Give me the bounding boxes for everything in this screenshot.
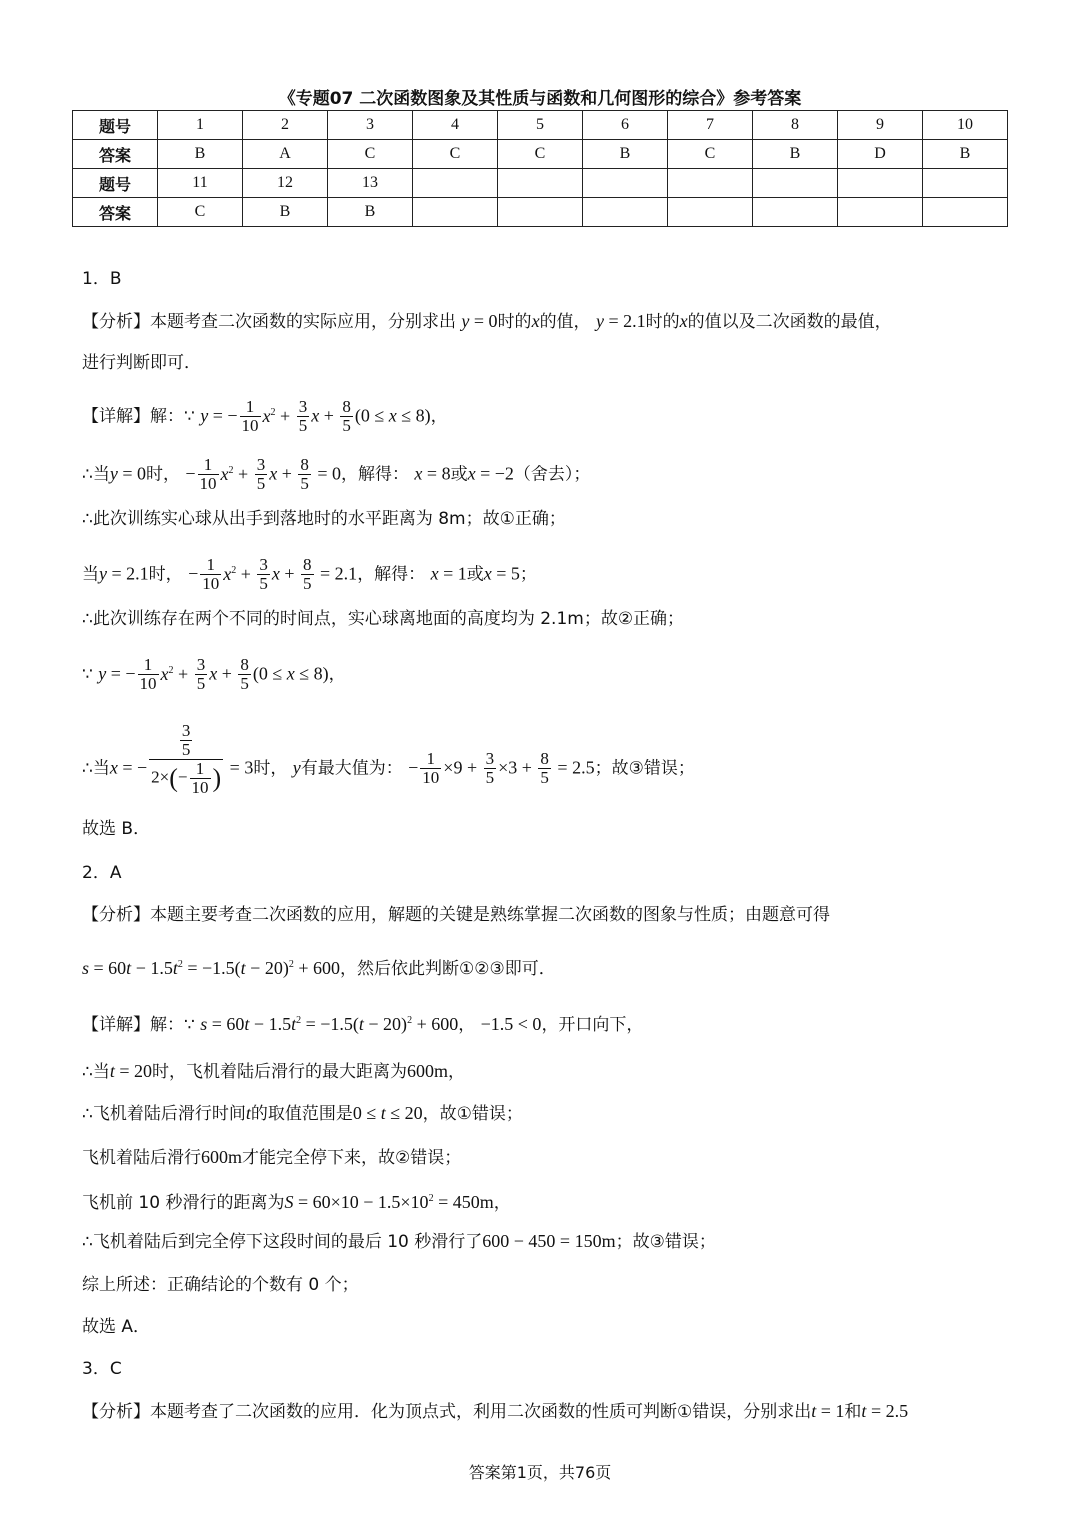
question-number: 2 — [243, 111, 328, 140]
question-number: 11 — [158, 169, 243, 198]
answer-cell — [838, 198, 923, 227]
q1-heading: 1．B — [82, 269, 122, 289]
step-text: ； — [519, 564, 537, 585]
answer-cell: C — [158, 198, 243, 227]
question-number — [753, 169, 838, 198]
analysis-tag: 【分析】 — [82, 312, 150, 332]
answer-table — [72, 110, 1008, 227]
answer-cell: B — [158, 140, 243, 169]
question-number: 1 — [158, 111, 243, 140]
question-number — [668, 169, 753, 198]
q2-heading: 2．A — [82, 863, 122, 883]
analysis-text: 的值以及二次函数的最值， — [687, 312, 892, 332]
answer-cell: B — [923, 140, 1008, 169]
detail-tag: 【详解】 — [82, 406, 150, 427]
analysis-tag: 【分析】 — [82, 1402, 150, 1422]
question-number: 6 — [583, 111, 668, 140]
answer-cell — [753, 198, 838, 227]
answer-cell — [583, 198, 668, 227]
analysis-text: 的值， — [539, 312, 591, 332]
table-row — [73, 169, 1008, 198]
step-text: 时， — [148, 564, 183, 585]
q1-conclusion: 故选 B． — [82, 819, 151, 839]
step-text: ，解得： — [341, 464, 410, 485]
q1-analysis: 【分析】本题考查二次函数的实际应用，分别求出 y = 0时的x的值， y = 2.1时的x的值以及二次函数的最值， — [82, 311, 892, 332]
answer-cell — [413, 198, 498, 227]
question-number: 12 — [243, 169, 328, 198]
step-text: ∴当 — [82, 464, 110, 485]
answer-cell — [498, 198, 583, 227]
question-number — [923, 169, 1008, 198]
q1-step6: ∴当x = − $\frac{3}{5}$ 2×(− $\frac{1}{10}$ ) = 3时， y有最大值为： − $\frac{1}{10}$ ×9 + $\frac{3}{5}$ ×3 + $\frac{8}{5}$ = 2.5；故③错误； — [82, 721, 695, 797]
question-number: 4 — [413, 111, 498, 140]
detail-text: ，开口向下， — [541, 1015, 644, 1035]
analysis-text: 本题考查二次函数的实际应用，分别求出 — [150, 312, 456, 332]
step-text: ∴当 — [82, 758, 110, 779]
answer-cell: B — [583, 140, 668, 169]
analysis-tag: 【分析】 — [82, 905, 150, 925]
page-footer: 答案第1页，共76页 — [468, 1463, 612, 1482]
question-number — [413, 169, 498, 198]
row-label: 答案 — [73, 198, 158, 227]
step-text: ∴飞机着陆后滑行时间 — [82, 1104, 246, 1124]
step-text: ；故③错误； — [615, 1232, 716, 1252]
answer-cell — [923, 198, 1008, 227]
step-text: ；故③错误； — [594, 758, 695, 779]
step-text: ， — [493, 1193, 511, 1213]
step-text: ∴当 — [82, 1062, 110, 1082]
detail-text: 解：∵ — [150, 406, 195, 427]
answer-cell: C — [498, 140, 583, 169]
q2-step3: 飞机着陆后滑行600m才能完全停下来，故②错误； — [82, 1147, 462, 1168]
step-text: 时， — [253, 758, 288, 779]
q1-step4: ∴此次训练存在两个不同的时间点，实心球离地面的高度均为 2.1m；故②正确； — [82, 609, 685, 629]
step-text: 飞机着陆后滑行 — [82, 1148, 201, 1168]
step-text: 才能完全停下来，故②错误； — [242, 1148, 462, 1168]
row-label: 题号 — [73, 169, 158, 198]
q2-step4: 飞机前 10 秒滑行的距离为$S = 60\times 10 - 1.5\times 10^2 = 450m$， — [82, 1192, 511, 1213]
q1-step3: 当y = 2.1时， − $\frac{1}{10}$ $x^2$ + $\frac{3}{5}$ x + $\frac{8}{5}$ = 2.1，解得： x = 1或x = 5； — [82, 555, 537, 593]
step-text: 时， — [145, 464, 180, 485]
step-text: ， — [448, 1062, 466, 1082]
step-text: 的取值范围是 — [250, 1104, 353, 1124]
q2-analysis-cont: $s = 60t - 1.5t^2 = -1.5(t - 20)^2 + 600$，然后依此判断①②③即可． — [82, 958, 556, 979]
answer-cell: B — [753, 140, 838, 169]
answer-cell: D — [838, 140, 923, 169]
analysis-text: 本题考查了二次函数的应用．化为顶点式，利用二次函数的性质可判断①错误，分别求出 — [150, 1402, 812, 1422]
step-text: 或 — [450, 464, 468, 485]
page-title: 《专题07 二次函数图象及其性质与函数和几何图形的综合》参考答案 — [278, 89, 802, 109]
q2-conclusion: 故选 A． — [82, 1317, 151, 1337]
analysis-text: 本题主要考查二次函数的应用，解题的关键是熟练掌握二次函数的图象与性质；由题意可得 — [150, 905, 830, 925]
step-text: ∴飞机着陆后到完全停下这段时间的最后 10 秒滑行了 — [82, 1232, 483, 1252]
q2-analysis — [82, 904, 830, 926]
q1-step2: ∴此次训练实心球从出手到落地时的水平距离为 8m；故①正确； — [82, 509, 566, 529]
analysis-text: ，然后依此判断①②③即可． — [339, 959, 556, 979]
row-label: 答案 — [73, 140, 158, 169]
step-text: 时，飞机着陆后滑行的最大距离为 — [152, 1062, 407, 1082]
analysis-text: 和 — [844, 1402, 862, 1422]
step-text: ∵ — [82, 664, 93, 685]
q2-step1: ∴当t = 20时，飞机着陆后滑行的最大距离为600m， — [82, 1061, 466, 1082]
step-text: 当 — [82, 564, 99, 585]
question-number: 3 — [328, 111, 413, 140]
answer-cell: B — [243, 198, 328, 227]
detail-tag: 【详解】 — [82, 1015, 150, 1035]
q2-step5: ∴飞机着陆后到完全停下这段时间的最后 10 秒滑行了600 − 450 = 150m；故③错误； — [82, 1231, 716, 1252]
q3-analysis: 【分析】本题考查了二次函数的应用．化为顶点式，利用二次函数的性质可判断①错误，分别求出t = 1和t = 2.5 — [82, 1401, 909, 1422]
q1-detail-formula: 【详解】解：∵ y = − $\frac{1}{10}$ $x^2$ + $\frac{3}{5}$ x + $\frac{8}{5}$ (0 ≤ x ≤ 8)， — [82, 397, 448, 435]
q3-heading: 3．C — [82, 1359, 122, 1379]
answer-cell: C — [413, 140, 498, 169]
q1-analysis-cont: 进行判断即可． — [82, 353, 201, 373]
question-number — [583, 169, 668, 198]
step-text: ，故①错误； — [422, 1104, 523, 1124]
step-text: 或 — [466, 564, 484, 585]
analysis-text: 时的 — [645, 312, 680, 332]
q2-detail: 【详解】解：∵ $s = 60t - 1.5t^2 = -1.5(t - 20)^2 + 600$， −1.5 < 0，开口向下， — [82, 1014, 644, 1035]
answer-cell: A — [243, 140, 328, 169]
q1-step1: ∴当y = 0时， − $\frac{1}{10}$ $x^2$ + $\frac{3}{5}$ x + $\frac{8}{5}$ = 0，解得： x = 8或x = −2（舍去）； — [82, 455, 591, 493]
answer-cell: C — [668, 140, 753, 169]
table-row — [73, 111, 1008, 140]
answer-cell: B — [328, 198, 413, 227]
question-number: 9 — [838, 111, 923, 140]
row-label: 题号 — [73, 111, 158, 140]
question-number: 13 — [328, 169, 413, 198]
step-text: 有最大值为： — [300, 758, 403, 779]
detail-text: 解：∵ — [150, 1015, 195, 1035]
table-row — [73, 140, 1008, 169]
answer-cell: C — [328, 140, 413, 169]
q1-step5: ∵ y = − $\frac{1}{10}$ $x^2$ + $\frac{3}{5}$ x + $\frac{8}{5}$ (0 ≤ x ≤ 8)， — [82, 655, 346, 693]
question-number — [838, 169, 923, 198]
q2-summary: 综上所述：正确结论的个数有 0 个； — [82, 1275, 359, 1295]
step-text: ，解得： — [357, 564, 426, 585]
question-number: 7 — [668, 111, 753, 140]
step-text: （舍去）； — [513, 464, 591, 485]
q2-step2: ∴飞机着陆后滑行时间t的取值范围是0 ≤ t ≤ 20，故①错误； — [82, 1103, 523, 1124]
table-row — [73, 198, 1008, 227]
answer-cell — [668, 198, 753, 227]
analysis-text: 时的 — [497, 312, 532, 332]
question-number: 8 — [753, 111, 838, 140]
question-number — [498, 169, 583, 198]
question-number: 5 — [498, 111, 583, 140]
question-number: 10 — [923, 111, 1008, 140]
step-text: 飞机前 10 秒滑行的距离为 — [82, 1193, 285, 1213]
